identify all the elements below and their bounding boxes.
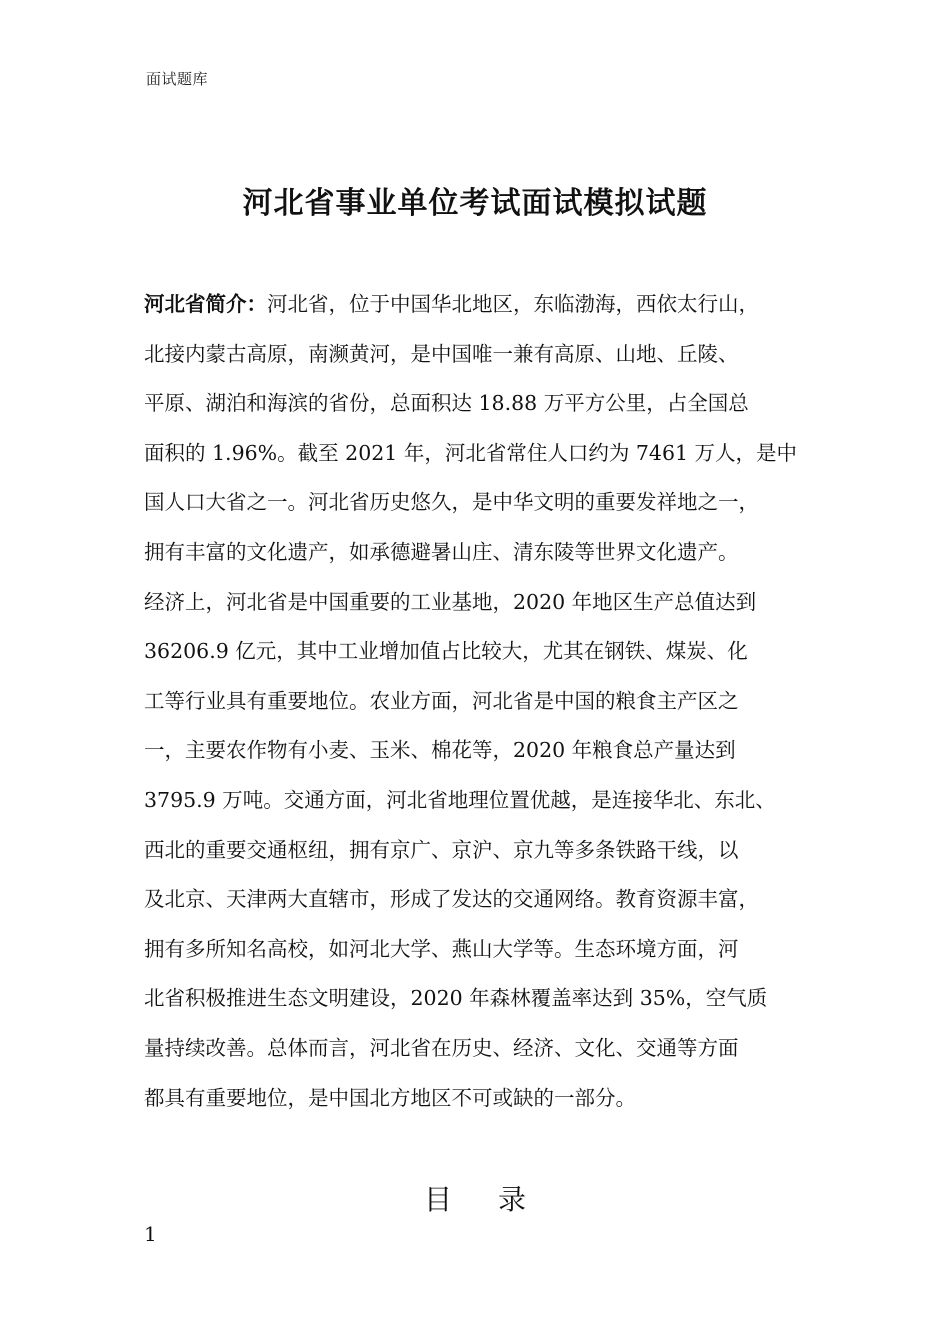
intro-line: 北省积极推进生态文明建设，2020 年森林覆盖率达到 35%，空气质	[144, 986, 768, 1011]
intro-line: 拥有丰富的文化遗产，如承德避暑山庄、清东陵等世界文化遗产。	[144, 539, 739, 564]
document-title: 河北省事业单位考试面试模拟试题	[242, 186, 708, 221]
intro-line: 平原、湖泊和海滨的省份，总面积达 18.88 万平方公里，占全国总	[144, 391, 749, 416]
running-header: 面试题库	[146, 70, 209, 88]
intro-line: 工等行业具有重要地位。农业方面，河北省是中国的粮食主产区之	[144, 688, 739, 713]
intro-line: 拥有多所知名高校，如河北大学、燕山大学等。生态环境方面，河	[144, 936, 739, 961]
intro-line: 一，主要农作物有小麦、玉米、棉花等，2020 年粮食总产量达到	[144, 738, 736, 763]
intro-line: 3795.9 万吨。交通方面，河北省地理位置优越，是连接华北、东北、	[144, 787, 776, 812]
intro-line: 36206.9 亿元，其中工业增加值占比较大，尤其在钢铁、煤炭、化	[144, 639, 748, 664]
intro-line: 面积的 1.96%。截至 2021 年，河北省常住人口约为 7461 万人，是中	[144, 440, 798, 465]
intro-line: 量持续改善。总体而言，河北省在历史、经济、文化、交通等方面	[144, 1035, 739, 1060]
intro-line: 西北的重要交通枢纽，拥有京广、京沪、京九等多条铁路干线，以	[144, 837, 739, 862]
toc-heading-char: 录	[498, 1183, 527, 1216]
toc-heading	[0, 1178, 950, 1218]
intro-line: 都具有重要地位，是中国北方地区不可或缺的一部分。	[144, 1085, 636, 1110]
intro-line: 及北京、天津两大直辖市，形成了发达的交通网络。教育资源丰富，	[144, 887, 759, 912]
page-number: 1	[144, 1222, 157, 1246]
intro-label: 河北省简介：	[144, 292, 267, 316]
toc-heading-char: 目	[423, 1183, 452, 1216]
intro-paragraph	[144, 280, 824, 1123]
intro-line: 河北省，位于中国华北地区，东临渤海，西依太行山，	[267, 292, 759, 316]
intro-line: 北接内蒙古高原，南濒黄河，是中国唯一兼有高原、山地、丘陵、	[144, 341, 739, 366]
intro-line: 经济上，河北省是中国重要的工业基地，2020 年地区生产总值达到	[144, 589, 757, 614]
intro-line: 国人口大省之一。河北省历史悠久，是中华文明的重要发祥地之一，	[144, 490, 759, 515]
